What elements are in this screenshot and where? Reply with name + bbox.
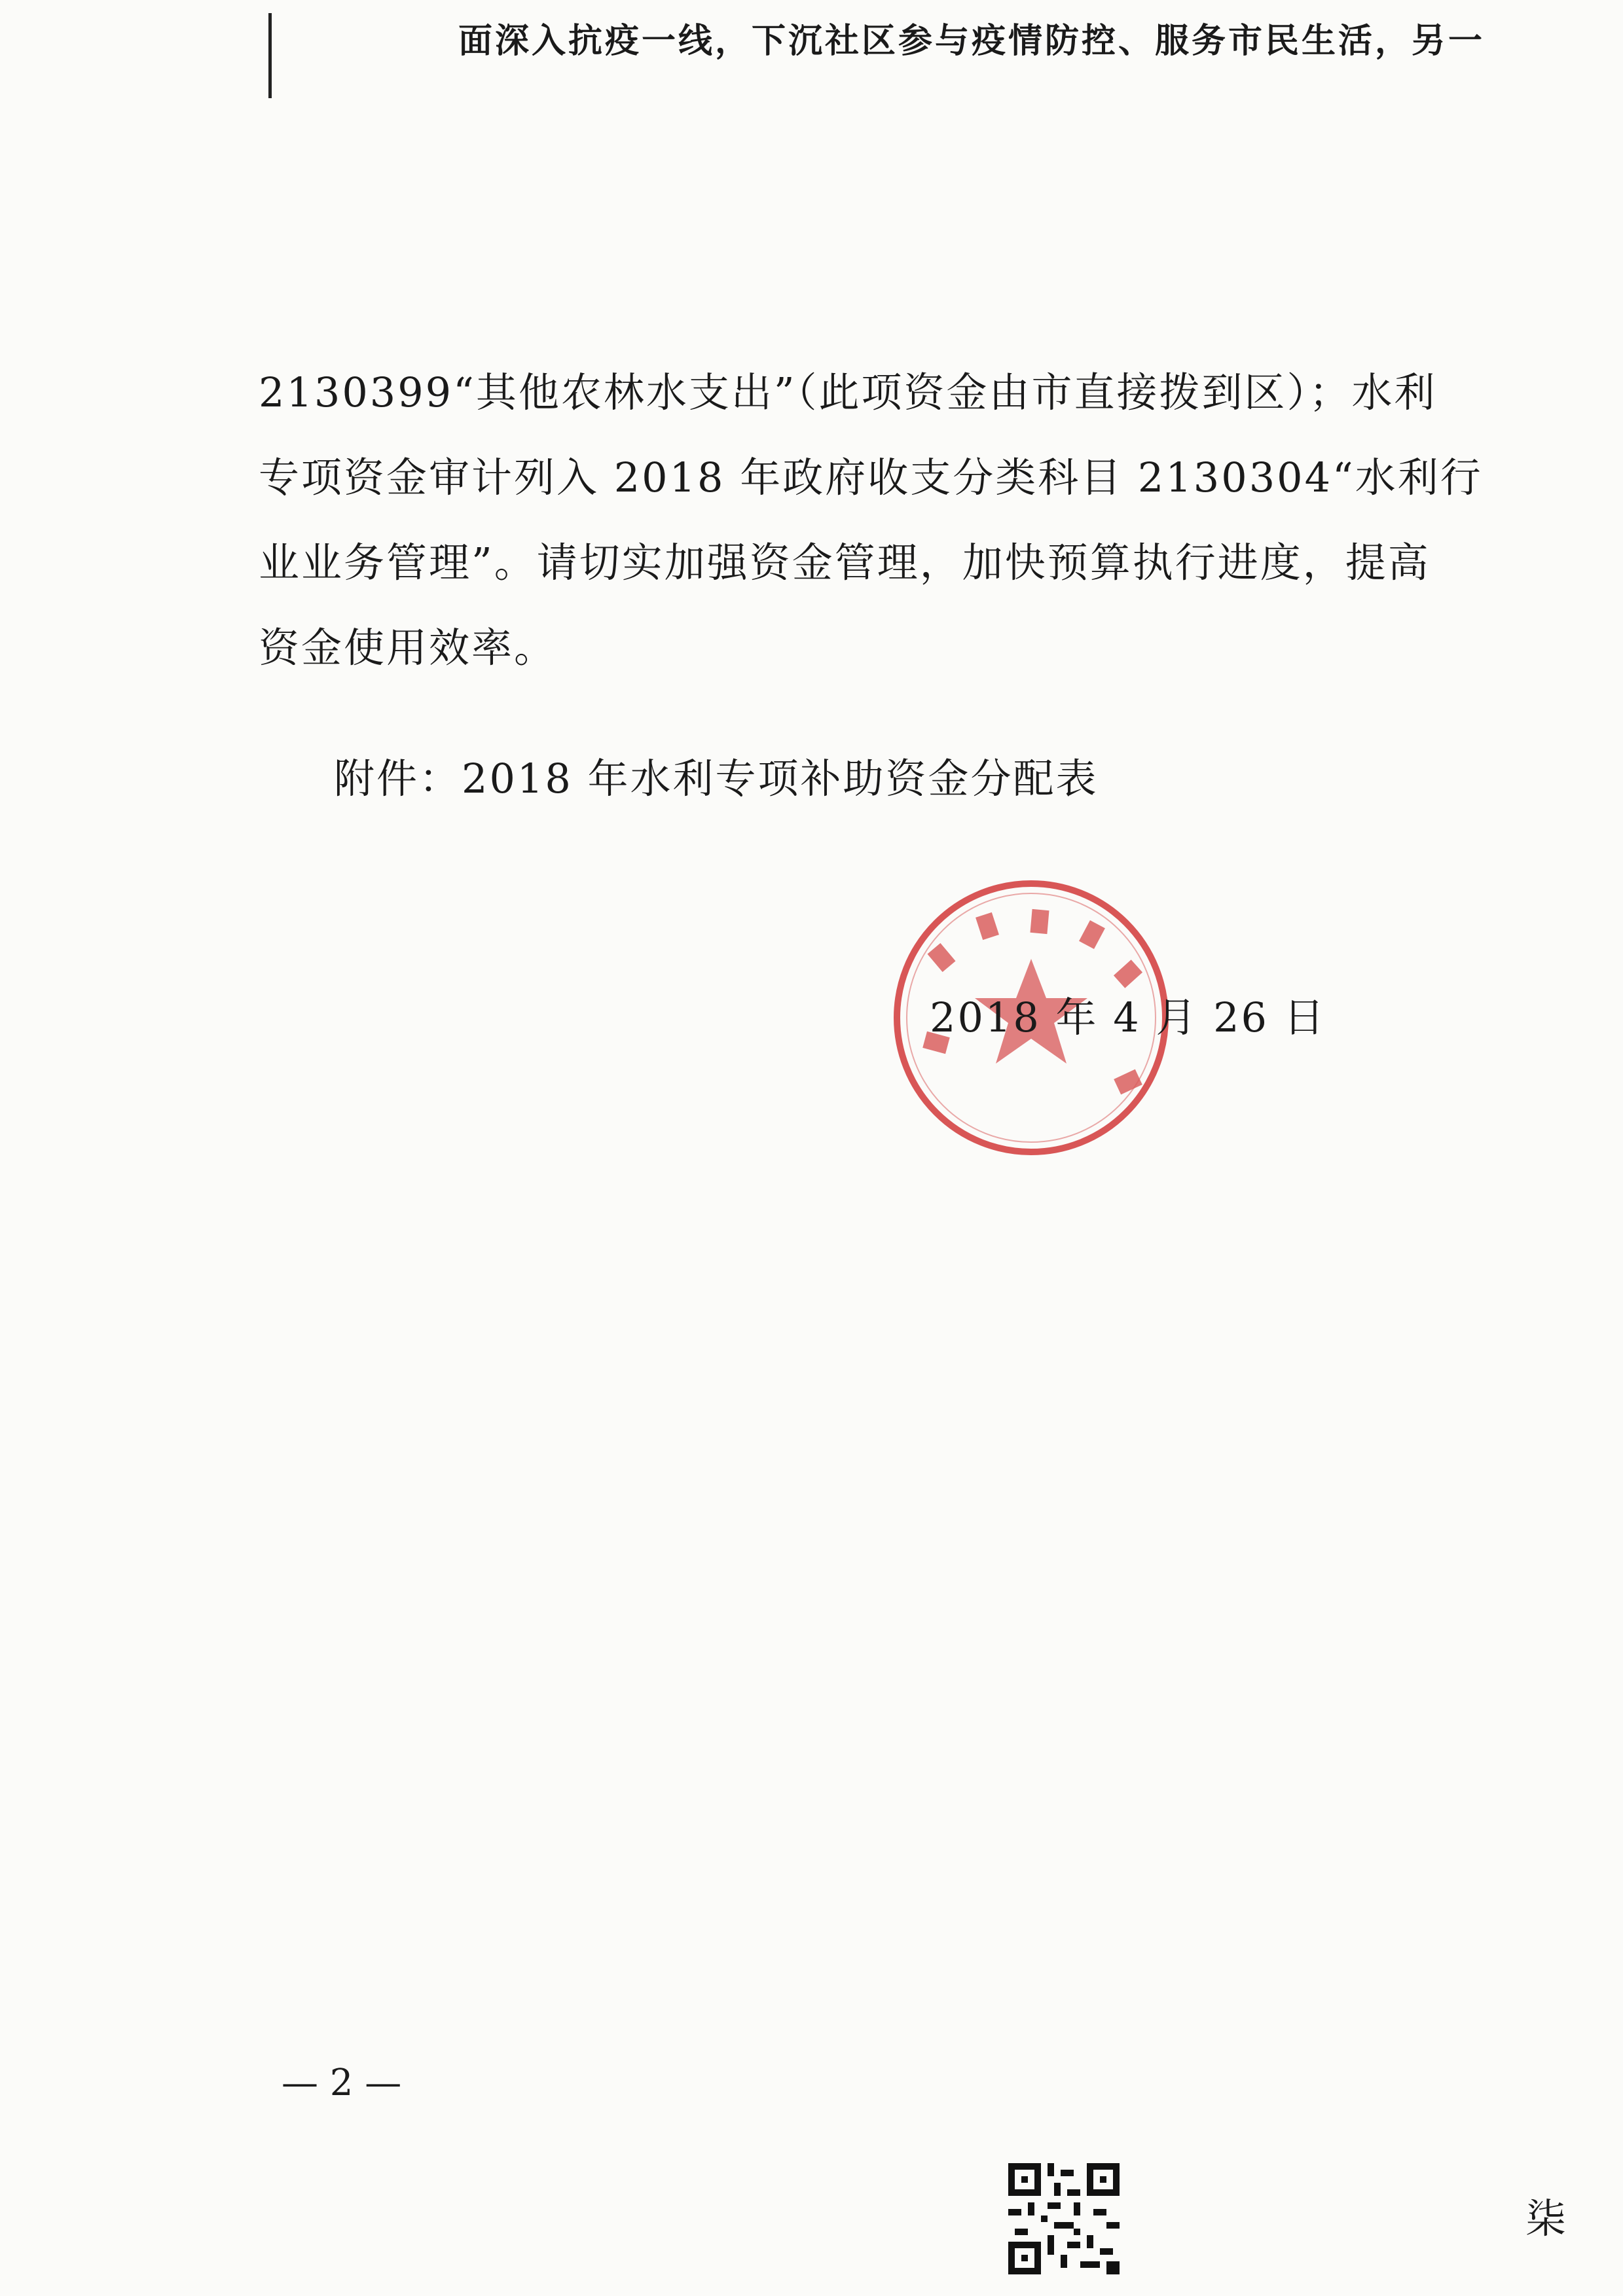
issue-date: 2018 年 4 月 26 日 [930,994,1326,1041]
paragraph-line-4: 资金使用效率。 [259,624,557,672]
paragraph-line-3: 业业务管理”。请切实加强资金管理，加快预算执行进度，提高 [259,539,1431,586]
page-edge-mark [268,13,272,98]
header-text-line: 面深入抗疫一线，下沉社区参与疫情防控、服务市民生活，另一 [458,21,1486,61]
attachment-note: 附件：2018 年水利专项补助资金分配表 [334,755,1099,802]
body-paragraph [259,350,1503,691]
page-number: — 2 — [282,2062,402,2104]
paragraph-line-1: 2130399“其他农林水支出”（此项资金由市直接拨到区）；水利 [259,368,1437,416]
paragraph-line-2: 专项资金审计列入 2018 年政府收支分类科目 2130304“水利行 [259,454,1483,501]
qr-code-icon [1008,2163,1120,2274]
corner-character: 柒 [1525,2195,1567,2242]
